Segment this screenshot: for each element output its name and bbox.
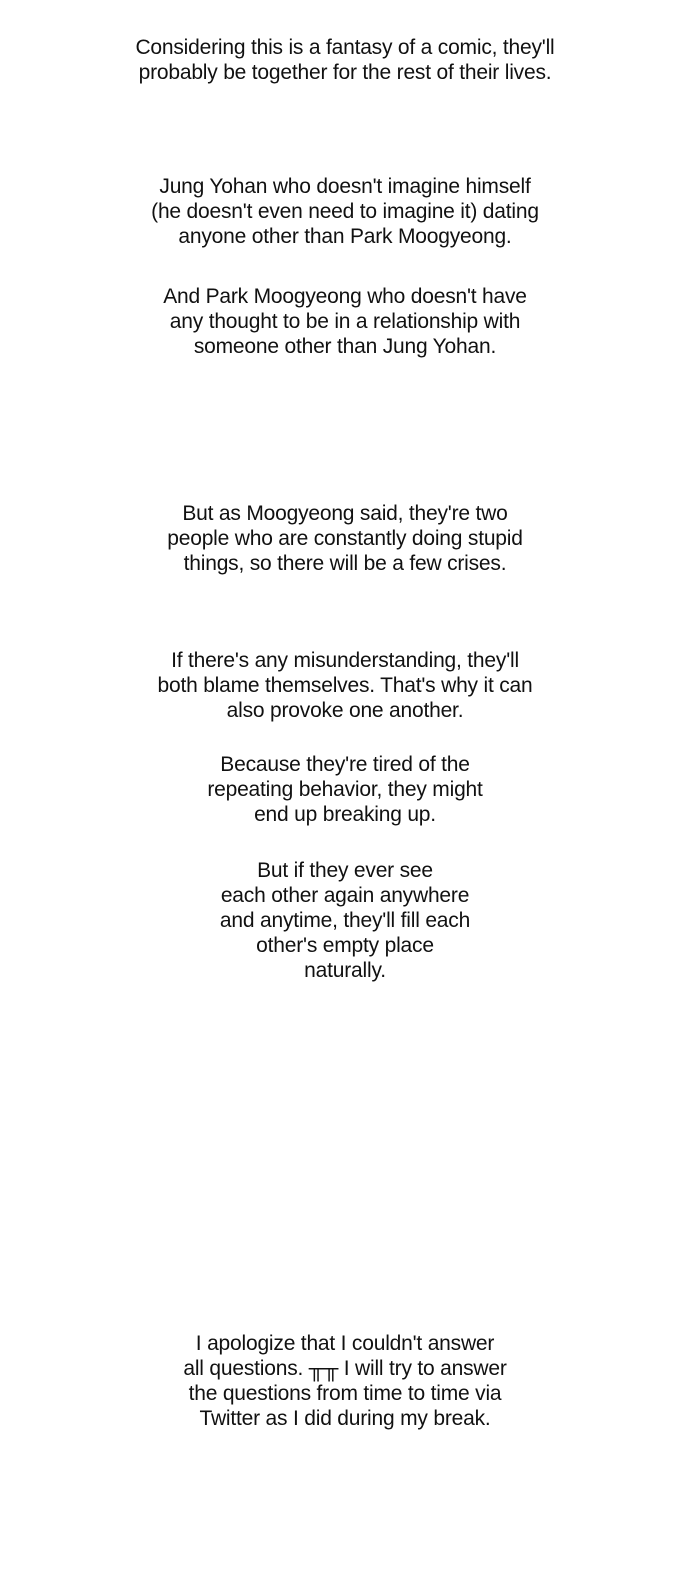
- text-line: Jung Yohan who doesn't imagine himself: [159, 175, 531, 198]
- text-line: people who are constantly doing stupid: [167, 527, 523, 550]
- text-block-fantasy: [0, 35, 690, 85]
- text-block-empty-place: [0, 858, 690, 983]
- text-line: repeating behavior, they might: [207, 778, 483, 801]
- text-line: And Park Moogyeong who doesn't have: [163, 285, 527, 308]
- text-line: each other again anywhere: [220, 884, 470, 907]
- text-line: Because they're tired of the: [220, 753, 470, 776]
- text-line: things, so there will be a few crises.: [183, 552, 507, 575]
- text-line: naturally.: [304, 959, 386, 982]
- text-line: any thought to be in a relationship with: [169, 310, 521, 333]
- text-line: If there's any misunderstanding, they'll: [171, 649, 519, 672]
- text-line: other's empty place: [256, 934, 434, 957]
- text-line: (he doesn't even need to imagine it) dating: [151, 200, 539, 223]
- text-block-park-moogyeong: [0, 284, 690, 359]
- text-line: the questions from time to time via: [188, 1382, 502, 1405]
- text-line: also provoke one another.: [226, 699, 464, 722]
- text-block-crises: [0, 501, 690, 576]
- text-line: anyone other than Park Moogyeong.: [178, 225, 512, 248]
- text-block-breaking-up: [0, 752, 690, 827]
- text-block-misunderstanding: [0, 648, 690, 723]
- text-line: all questions. ╥╥ I will try to answer: [183, 1357, 507, 1380]
- text-line: I apologize that I couldn't answer: [195, 1332, 495, 1355]
- text-block-apology: [0, 1331, 690, 1431]
- text-line: Twitter as I did during my break.: [199, 1407, 491, 1430]
- text-line: and anytime, they'll fill each: [219, 909, 471, 932]
- text-line: end up breaking up.: [254, 803, 436, 826]
- text-line: probably be together for the rest of their lives.: [138, 61, 552, 84]
- text-line: But if they ever see: [257, 859, 433, 882]
- text-line: someone other than Jung Yohan.: [193, 335, 497, 358]
- text-line: both blame themselves. That's why it can: [157, 674, 533, 697]
- text-block-jung-yohan: [0, 174, 690, 249]
- text-line: But as Moogyeong said, they're two: [182, 502, 508, 525]
- text-line: Considering this is a fantasy of a comic, they'll: [135, 36, 555, 59]
